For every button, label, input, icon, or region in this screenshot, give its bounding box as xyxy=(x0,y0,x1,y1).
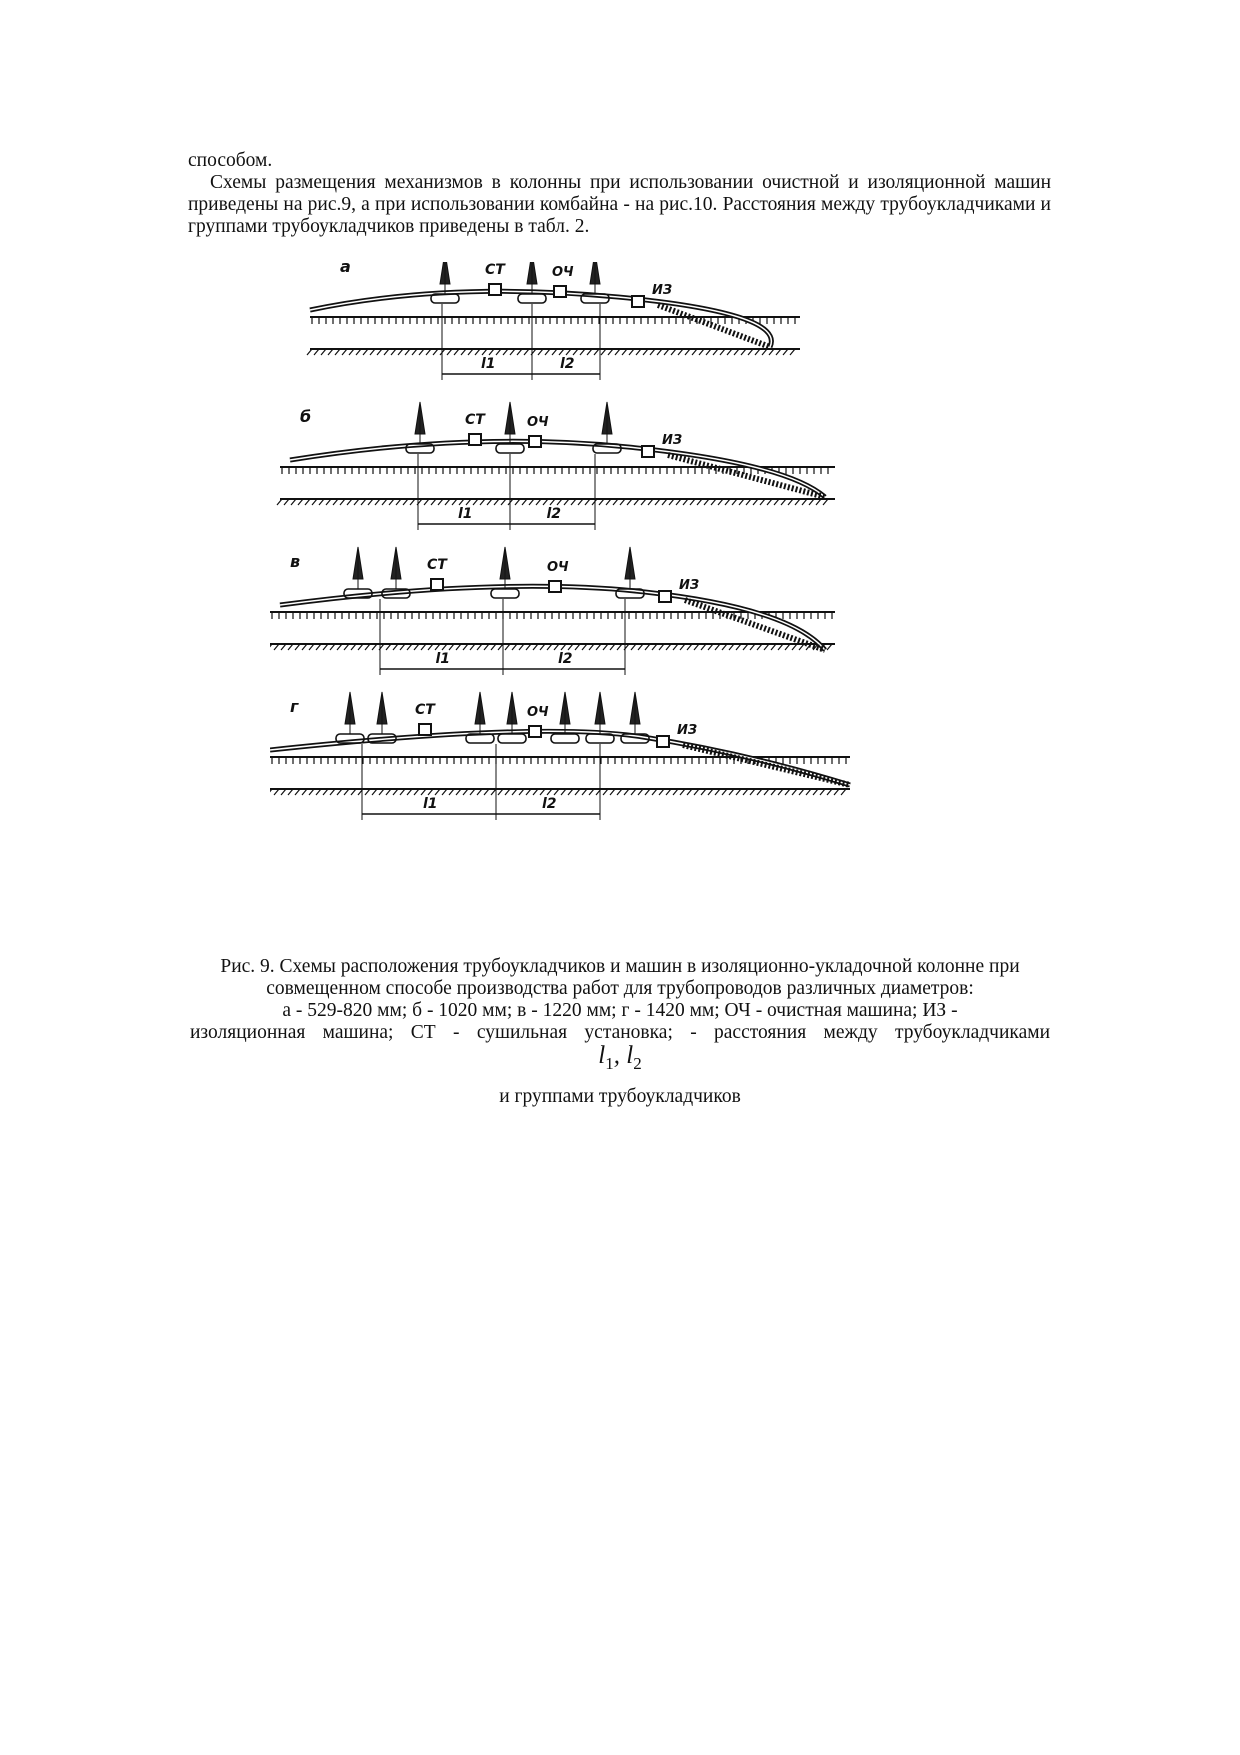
label-l1: l1 xyxy=(458,506,473,522)
label-l1: l1 xyxy=(435,651,451,667)
label-l2: l2 xyxy=(546,506,562,522)
machine-box xyxy=(419,724,431,735)
label-l2: l2 xyxy=(558,651,573,667)
machine-box xyxy=(469,434,481,445)
pipelayer-track xyxy=(551,734,579,743)
label-st: СТ xyxy=(485,262,505,278)
label-st: СТ xyxy=(427,557,447,573)
label-st: СТ xyxy=(465,412,485,428)
pipelayer-track xyxy=(498,734,526,743)
label-l2: l2 xyxy=(560,356,575,372)
pipelayer-track xyxy=(518,294,546,303)
label-iz: ИЗ xyxy=(679,578,700,593)
pipeline-column-figure xyxy=(270,262,970,922)
machine-box xyxy=(632,296,644,307)
panel-letter: а xyxy=(340,262,351,276)
caption-line-5: и группами трубоукладчиков xyxy=(499,1086,741,1107)
insulated-pipe xyxy=(685,600,825,650)
label-iz: ИЗ xyxy=(677,723,698,738)
panel-letter: г xyxy=(290,697,299,716)
insulated-pipe xyxy=(683,745,850,785)
machine-box xyxy=(431,579,443,590)
caption-line-1: Рис. 9. Схемы расположения трубоукладчиков и машин в изоляционно-укладочной колонне при xyxy=(220,956,1020,977)
intro-line: способом. xyxy=(188,150,273,171)
machine-box xyxy=(642,446,654,457)
label-st: СТ xyxy=(415,702,435,718)
machine-box xyxy=(489,284,501,295)
machine-box xyxy=(549,581,561,592)
label-l2: l2 xyxy=(542,796,557,812)
caption-line-2: совмещенном способе производства работ для трубопроводов различных диаметров: xyxy=(266,978,974,999)
panel-letter: в xyxy=(290,552,301,571)
machine-box xyxy=(554,286,566,297)
panel-3 xyxy=(270,547,835,675)
label-och: ОЧ xyxy=(552,265,574,280)
machine-box xyxy=(657,736,669,747)
caption-formula: $l_1$, $l_2$ xyxy=(598,1042,642,1073)
machine-box xyxy=(659,591,671,602)
label-och: ОЧ xyxy=(527,705,549,720)
ground-hatching xyxy=(312,317,795,324)
label-iz: ИЗ xyxy=(662,433,683,448)
pipelayer-track xyxy=(496,444,524,453)
caption-line-3: а - 529-820 мм; б - 1020 мм; в - 1220 мм; г - 1420 мм; ОЧ - очистная машина; ИЗ - xyxy=(282,1000,958,1021)
label-och: ОЧ xyxy=(547,560,569,575)
pipeline xyxy=(310,291,771,347)
panel-2 xyxy=(277,402,835,530)
pipeline-core xyxy=(290,441,825,497)
label-och: ОЧ xyxy=(527,415,549,430)
pipeline xyxy=(270,731,850,785)
machine-box xyxy=(529,726,541,737)
body-paragraph: Схемы размещения механизмов в колонны при использовании очистной и изоляционной машин приведены на рис.9, а при использовании комбайна - на рис.10. Расстояния между трубоукладчиками и группами трубоукладчиков приведены в табл. 2. xyxy=(188,172,1051,237)
ground-hatching xyxy=(272,612,832,619)
label-iz: ИЗ xyxy=(652,283,673,298)
insulated-pipe xyxy=(668,455,825,497)
panel-1 xyxy=(307,262,800,380)
panel-letter: б xyxy=(300,407,312,426)
machine-box xyxy=(529,436,541,447)
label-l1: l1 xyxy=(423,796,438,812)
panel-4 xyxy=(270,692,850,820)
label-l1: l1 xyxy=(481,356,496,372)
caption-line-4: изоляционная машина; СТ - сушильная установка; - расстояния между трубоукладчиками xyxy=(190,1022,1050,1043)
pipelayer-track xyxy=(491,589,519,598)
